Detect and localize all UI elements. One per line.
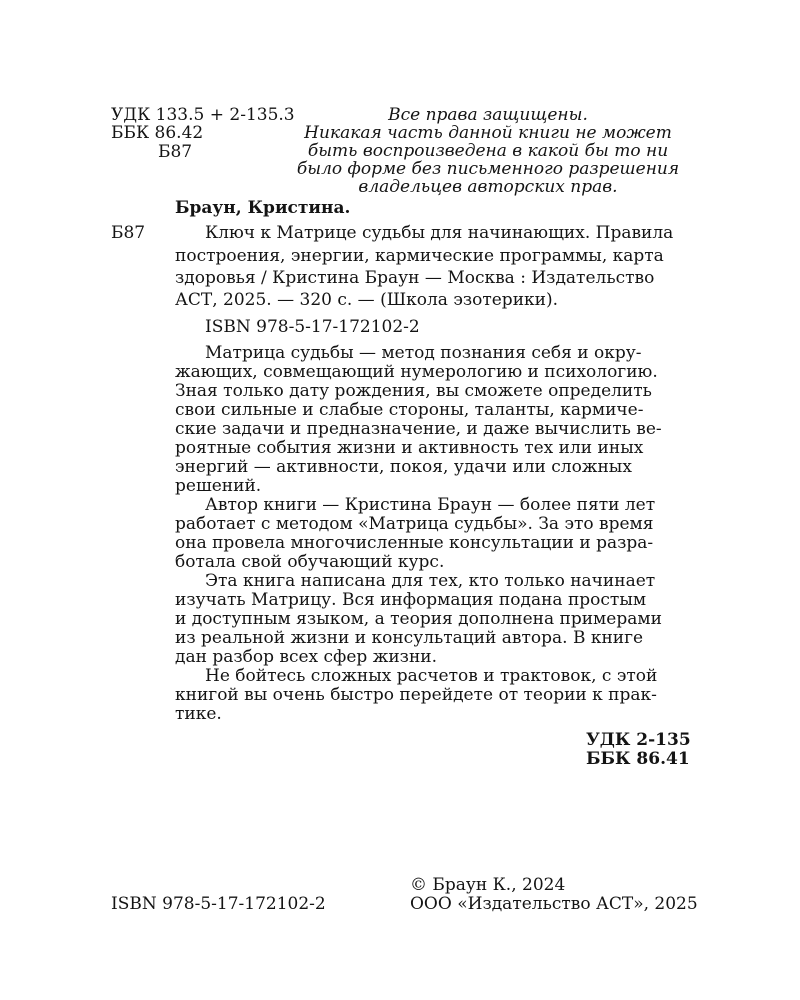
annotation-line: Автор книги — Кристина Браун — более пяти лет [205, 495, 656, 515]
annotation-line: изучать Матрицу. Вся информация подана простым [175, 590, 647, 610]
annotation-line: Матрица судьбы — метод познания себя и окру- [205, 343, 642, 363]
annotation-line: работает с методом «Матрица судьбы». За это время [175, 514, 654, 534]
final-bbk: ББК 86.41 [586, 749, 690, 769]
entry-isbn: ISBN 978-5-17-172102-2 [205, 317, 420, 337]
annotation-line: ботала свой обучающий курс. [175, 552, 445, 572]
annotation-line: из реальной жизни и консультаций автора. В книге [175, 628, 644, 648]
rights-line: быть воспроизведена в какой бы то ни [307, 141, 669, 161]
rights-line: было форме без письменного разрешения [296, 159, 680, 179]
entry-line: здоровья / Кристина Браун — Москва : Издательство [175, 268, 655, 288]
rights-notice [288, 106, 688, 196]
footer-isbn: ISBN 978-5-17-172102-2 [111, 894, 326, 914]
rights-line: Никакая часть данной книги не может [304, 123, 672, 143]
final-udk: УДК 2-135 [586, 730, 691, 750]
udk-code: УДК 133.5 + 2-135.3 [111, 105, 295, 125]
rights-line: владельцев авторских прав. [358, 177, 618, 197]
annotation-line: Не бойтесь сложных расчетов и трактовок, с этой [205, 666, 658, 686]
entry-line: АСТ, 2025. — 320 с. — (Школа эзотерики). [175, 290, 559, 310]
annotation-line: энергий — активности, покоя, удачи или сложных [175, 457, 632, 477]
copyright-publisher: ООО «Издательство АСТ», 2025 [410, 894, 698, 914]
annotation-line: Зная только дату рождения, вы сможете определить [175, 381, 652, 401]
entry-sign: Б87 [111, 223, 146, 243]
entry-line: построения, энергии, кармические программы, карта [175, 246, 664, 266]
bbk-code: ББК 86.42 [111, 123, 204, 143]
annotation-line: она провела многочисленные консультации и разра- [175, 533, 654, 553]
annotation-line: роятные события жизни и активность тех или иных [175, 438, 644, 458]
copyright-author: © Браун К., 2024 [410, 875, 566, 895]
annotation-line: дан разбор всех сфер жизни. [175, 647, 438, 667]
annotation-line: решений. [175, 476, 262, 496]
annotation-line: ские задачи и предназначение, и даже вычислить ве- [175, 419, 662, 439]
annotation-line: Эта книга написана для тех, кто только начинает [205, 571, 656, 591]
entry-line: Ключ к Матрице судьбы для начинающих. Правила [205, 223, 674, 243]
annotation-line: свои сильные и слабые стороны, таланты, кармиче- [175, 400, 644, 420]
annotation-line: и доступным языком, а теория дополнена примерами [175, 609, 662, 629]
annotation-line: книгой вы очень быстро перейдете от теории к прак- [175, 685, 657, 705]
author-heading: Браун, Кристина. [175, 198, 351, 218]
rights-line: Все права защищены. [388, 105, 588, 125]
annotation-line: жающих, совмещающий нумерологию и психологию. [175, 362, 658, 382]
author-sign: Б87 [158, 142, 193, 162]
annotation-line: тике. [175, 704, 222, 724]
